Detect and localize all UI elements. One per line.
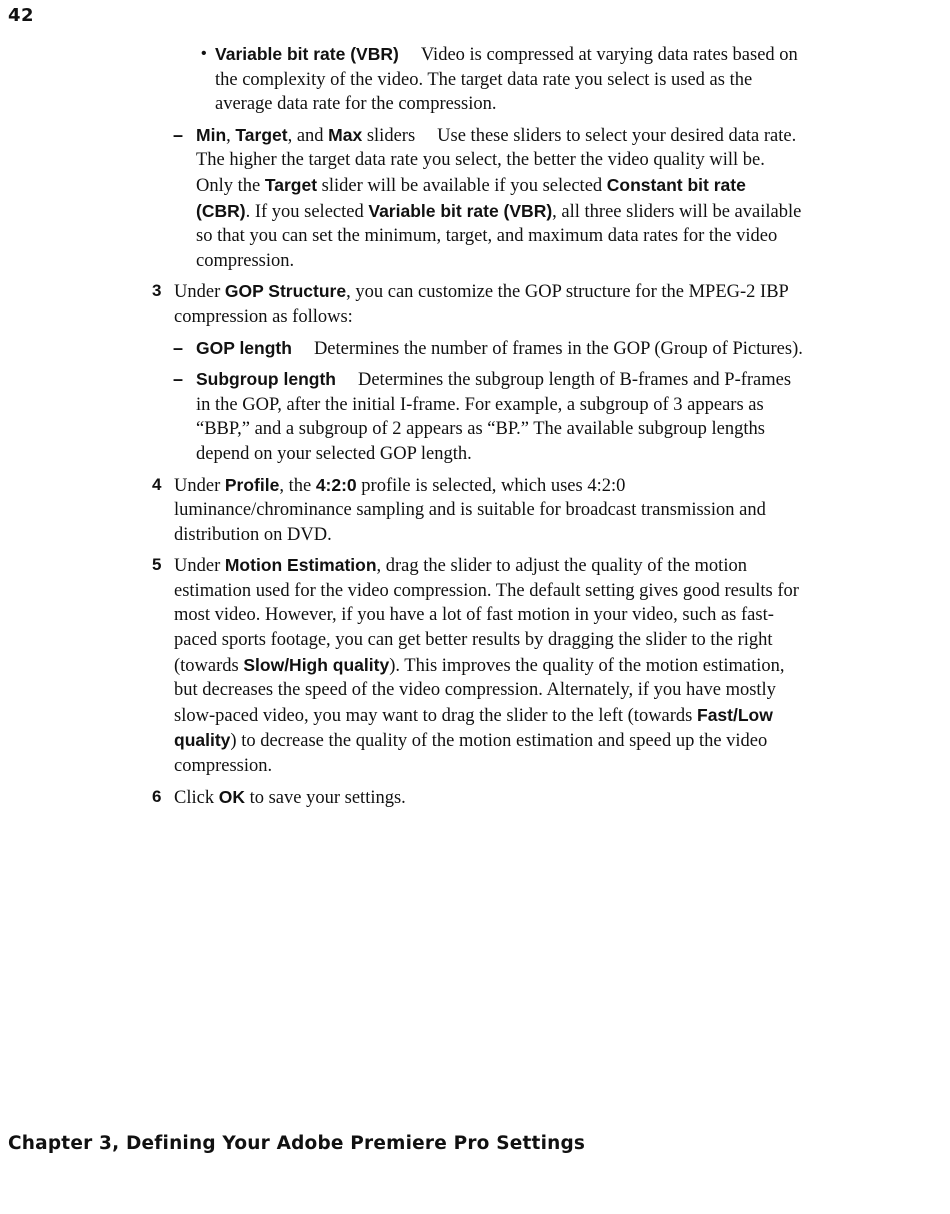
step-3 bbox=[152, 279, 804, 329]
step-3-text: , you can customize the GOP structure for the MPEG-2 IBP compression as follows: bbox=[174, 282, 789, 327]
target-term-inline: Target bbox=[264, 174, 318, 195]
subgroup-length-item bbox=[173, 367, 804, 466]
step-4-text: Under bbox=[174, 475, 225, 496]
step-5-text: ). This improves the quality of the motion estimation, but decreases the speed of the video compression. Alternately, if you have mostly slow-paced video, you may want to drag the slider to the left (towards bbox=[174, 655, 785, 726]
subgroup-length-term: Subgroup length bbox=[196, 369, 336, 390]
step-5-text: Under bbox=[174, 556, 225, 577]
dash-marker: – bbox=[173, 369, 184, 390]
bullet-marker: • bbox=[201, 45, 207, 62]
step-6 bbox=[152, 785, 804, 811]
dash-marker: – bbox=[173, 124, 184, 145]
fast-low-quality-term: Fast/Low quality bbox=[174, 704, 773, 751]
sliders-item bbox=[173, 123, 804, 274]
page-number: 42 bbox=[8, 5, 35, 26]
gop-structure-term: GOP Structure bbox=[224, 281, 347, 302]
step-4-text: , the bbox=[279, 475, 316, 496]
sliders-separator: , bbox=[226, 125, 236, 146]
step-4 bbox=[152, 473, 804, 548]
step-5-text: ) to decrease the quality of the motion estimation and speed up the video compression. bbox=[174, 731, 768, 777]
profile-term: Profile bbox=[224, 474, 280, 495]
dash-marker: – bbox=[173, 337, 184, 358]
sliders-text: , all three sliders will be available so that you can set the minimum, target, and maximum data rates for the video compression. bbox=[196, 201, 802, 271]
step-number: 5 bbox=[152, 555, 162, 575]
step-5-text: , drag the slider to adjust the quality of the motion estimation used for the video compression. The default setting gives good results for most video. However, if you have a lot of fast motion in your video, such as fast-paced sports footage, you can get better results by dragging the slider to the right (towards bbox=[174, 556, 799, 676]
sliders-text: . If you selected bbox=[245, 201, 369, 222]
sliders-separator: , and bbox=[287, 125, 329, 146]
chapter-footer: Chapter 3, Defining Your Adobe Premiere Pro Settings bbox=[8, 1133, 586, 1154]
target-term: Target bbox=[235, 124, 288, 145]
gop-length-description: Determines the number of frames in the GOP (Group of Pictures). bbox=[313, 338, 803, 359]
max-term: Max bbox=[328, 124, 363, 145]
slow-high-quality-term: Slow/High quality bbox=[243, 654, 390, 675]
vbr-term: Variable bit rate (VBR) bbox=[215, 44, 399, 64]
motion-estimation-term: Motion Estimation bbox=[224, 555, 377, 576]
vbr-term-inline: Variable bit rate (VBR) bbox=[368, 200, 553, 221]
step-6-text: Click bbox=[174, 787, 219, 808]
gop-length-item bbox=[173, 336, 804, 362]
step-number: 6 bbox=[152, 786, 162, 806]
step-6-text: to save your settings. bbox=[244, 787, 406, 808]
ratio-term: 4:2:0 bbox=[315, 474, 357, 495]
step-number: 4 bbox=[152, 474, 162, 494]
step-5 bbox=[152, 553, 804, 778]
step-3-text: Under bbox=[174, 282, 225, 303]
sliders-text: Use these sliders to select your desired data rate. The higher the target data rate you select, the better the video quality will be. Only the bbox=[196, 125, 797, 196]
ok-term: OK bbox=[218, 786, 245, 807]
sliders-text: slider will be available if you selected bbox=[317, 175, 607, 196]
gop-length-term: GOP length bbox=[196, 337, 292, 358]
subgroup-length-description: Determines the subgroup length of B-frames and P-frames in the GOP, after the initial I-frame. For example, a subgroup of 3 appears as “BBP,” and a subgroup of 2 appears as “BP.” The available subgroup lengths depend on your selected GOP length. bbox=[196, 370, 792, 464]
cbr-term-inline: Constant bit rate (CBR) bbox=[196, 174, 746, 221]
page-content bbox=[0, 42, 950, 816]
vbr-bullet-item bbox=[201, 42, 805, 117]
step-4-text: profile is selected, which uses 4:2:0 luminance/chrominance sampling and is suitable for broadcast transmission and distribution on DVD. bbox=[174, 475, 766, 545]
sliders-label-suffix: sliders bbox=[362, 125, 416, 146]
step-number: 3 bbox=[152, 281, 162, 301]
min-term: Min bbox=[196, 124, 227, 145]
vbr-description: Video is compressed at varying data rates based on the complexity of the video. The target data rate you select is used as the average data rate for the compression. bbox=[215, 45, 798, 115]
